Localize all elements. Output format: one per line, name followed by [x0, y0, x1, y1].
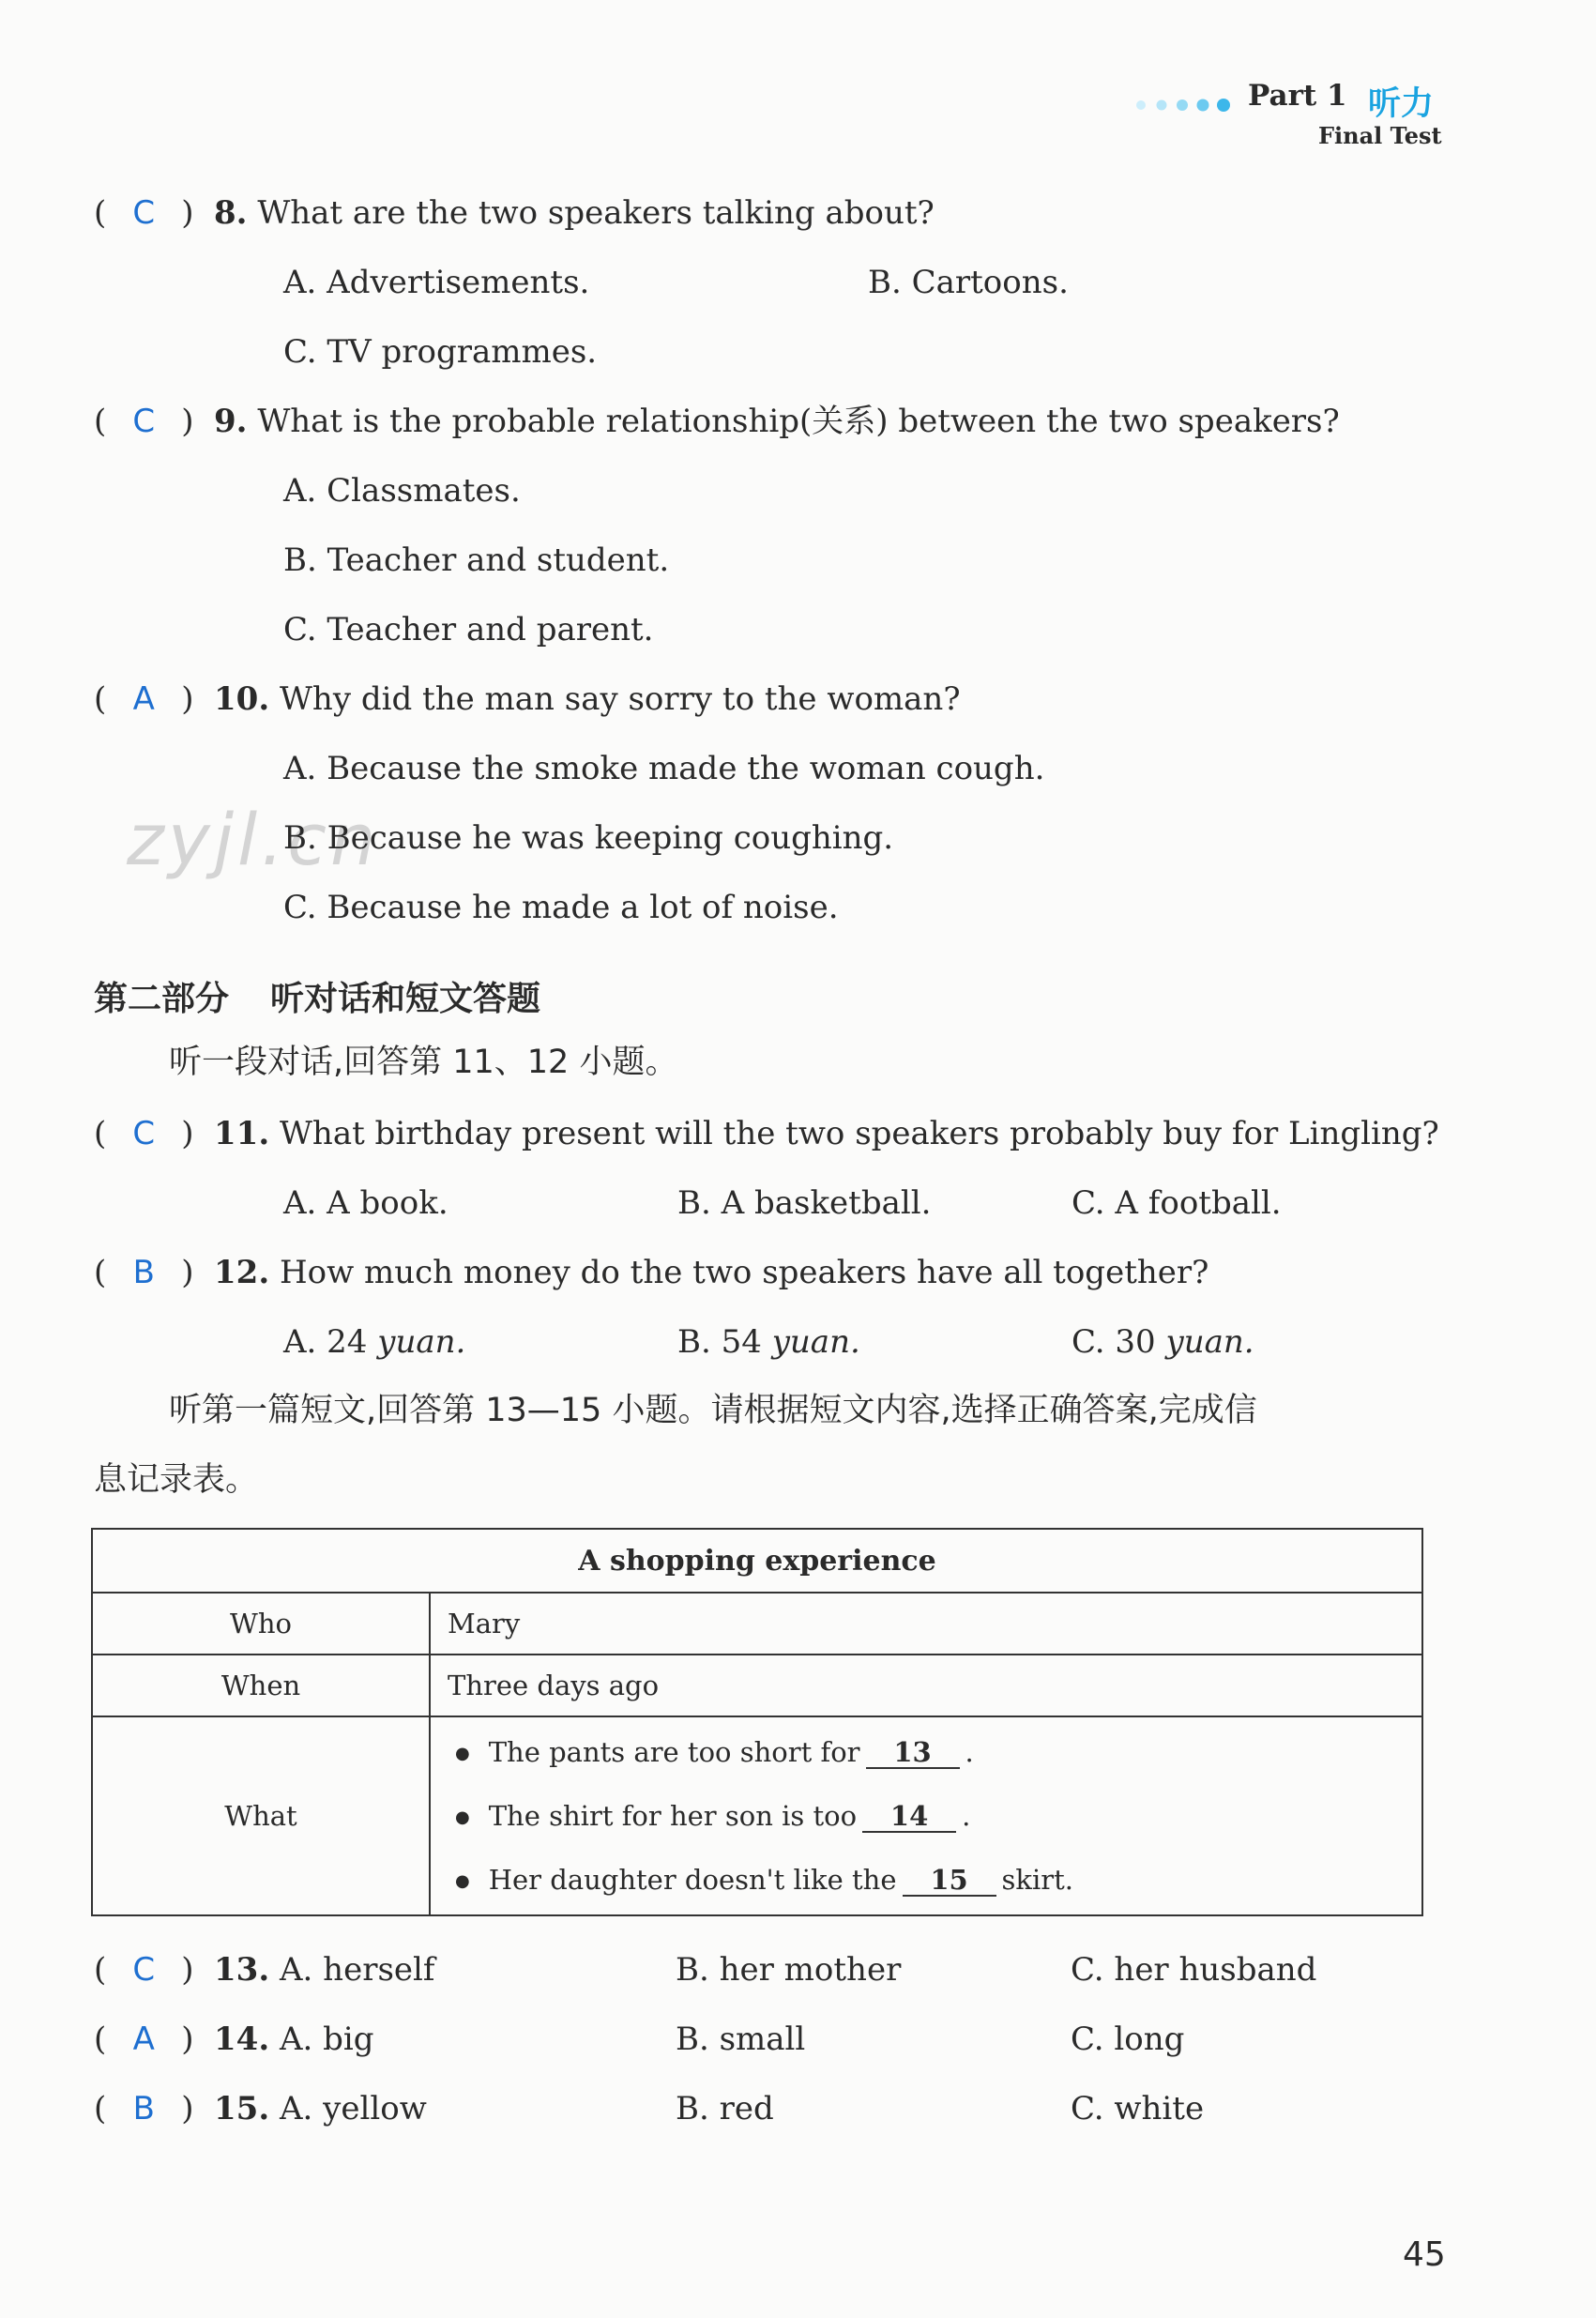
answer-12: B [132, 1254, 155, 1291]
answer-14: A [132, 2021, 155, 2058]
answer-9: C [132, 403, 156, 440]
what-list [455, 1720, 1405, 1912]
watermark: zyjl.cn [127, 798, 380, 881]
table-title: A shopping experience [92, 1529, 1422, 1593]
question-12: ( B ) 12. How much money do the two speakers have all together? [94, 1254, 1209, 1291]
info-table [91, 1528, 1423, 1916]
question-13: ( C ) 13. [94, 1951, 270, 1989]
option-9c: C. Teacher and parent. [283, 611, 654, 648]
question-10: ( A ) 10. Why did the man say sorry to the woman? [94, 680, 961, 718]
header-title: 听力 [1368, 85, 1435, 123]
question-15: ( B ) 15. [94, 2090, 270, 2127]
option-15b: B. red [676, 2090, 774, 2127]
table-row: Who Mary [92, 1593, 1422, 1655]
instruction-13-15: 听第一篇短文,回答第 13—15 小题。请根据短文内容,选择正确答案,完成信 [169, 1392, 1257, 1429]
option-9a: A. Classmates. [283, 472, 521, 510]
list-item: ● The shirt for her son is too 14 . [455, 1784, 1405, 1848]
option-10c: C. Because he made a lot of noise. [283, 889, 839, 926]
page-number: 45 [1403, 2235, 1446, 2274]
list-item: ● The pants are too short for 13 . [455, 1720, 1405, 1784]
option-8c: C. TV programmes. [283, 333, 598, 371]
option-10a: A. Because the smoke made the woman cough. [283, 750, 1045, 787]
option-13a: A. herself [280, 1951, 435, 1989]
option-11a: A. A book. [283, 1184, 448, 1222]
option-10b: B. Because he was keeping coughing. [283, 819, 894, 857]
answer-11: C [132, 1115, 156, 1152]
option-14a: A. big [280, 2021, 374, 2058]
table-row: When Three days ago [92, 1655, 1422, 1716]
option-11b: B. A basketball. [677, 1184, 932, 1222]
option-11c: C. A football. [1072, 1184, 1282, 1222]
instruction-11-12: 听一段对话,回答第 11、12 小题。 [169, 1044, 678, 1081]
option-8b: B. Cartoons. [868, 264, 1069, 301]
instruction-13-15-cont: 息记录表。 [94, 1461, 259, 1499]
header-part: Part 1 [1248, 79, 1347, 113]
option-8a: A. Advertisements. [283, 264, 590, 301]
option-14b: B. small [676, 2021, 806, 2058]
option-12b: B. 54 yuan. [677, 1323, 860, 1361]
option-9b: B. Teacher and student. [283, 541, 670, 579]
question-9: ( C ) 9. What is the probable relationship(关系) between the two speakers? [94, 403, 1340, 440]
option-15c: C. white [1071, 2090, 1205, 2127]
table-row: What ● The pants are too short for 13 . ● The shirt for her son is too 14 . ● Her daughter doesn't like the 15 skirt. [92, 1716, 1422, 1915]
option-15a: A. yellow [280, 2090, 427, 2127]
header-subtitle: Final Test [1318, 122, 1442, 149]
answer-13: C [132, 1951, 156, 1989]
option-14c: C. long [1071, 2021, 1185, 2058]
answer-8: C [132, 194, 156, 232]
answer-10: A [132, 680, 155, 718]
question-11: ( C ) 11. What birthday present will the two speakers probably buy for Lingling? [94, 1115, 1439, 1152]
question-14: ( A ) 14. [94, 2021, 270, 2058]
option-13c: C. her husband [1071, 1951, 1317, 1989]
option-12a: A. 24 yuan. [283, 1323, 466, 1361]
question-8: ( C ) 8. What are the two speakers talking about? [94, 194, 935, 232]
option-12c: C. 30 yuan. [1072, 1323, 1254, 1361]
list-item: ● Her daughter doesn't like the 15 skirt. [455, 1848, 1405, 1912]
answer-15: B [132, 2090, 155, 2127]
section-heading: 第二部分 听对话和短文答题 [94, 980, 541, 1018]
header-dots-icon [1133, 94, 1246, 116]
option-13b: B. her mother [676, 1951, 902, 1989]
